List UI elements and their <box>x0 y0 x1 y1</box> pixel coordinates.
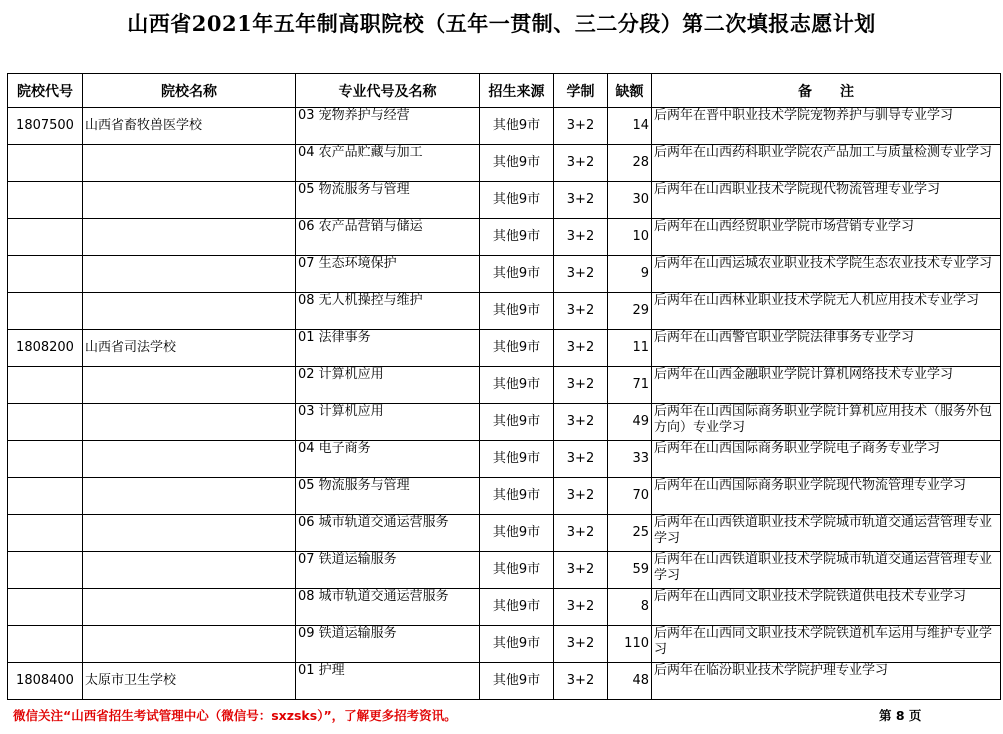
major-cell: 01 法律事务 <box>296 330 480 367</box>
source-cell: 其他9市 <box>480 552 554 589</box>
source-cell: 其他9市 <box>480 256 554 293</box>
source-cell: 其他9市 <box>480 404 554 441</box>
note-cell: 后两年在山西职业技术学院现代物流管理专业学习 <box>652 182 1001 219</box>
source-cell: 其他9市 <box>480 441 554 478</box>
school-name-cell <box>83 404 296 441</box>
system-cell: 3+2 <box>554 367 608 404</box>
system-cell: 3+2 <box>554 330 608 367</box>
major-cell: 01 护理 <box>296 663 480 700</box>
school-name-cell <box>83 145 296 182</box>
school-name-cell <box>83 478 296 515</box>
table-row <box>8 589 1001 626</box>
quota-cell: 59 <box>608 552 652 589</box>
school-name-cell: 山西省畜牧兽医学校 <box>83 108 296 145</box>
note-cell: 后两年在山西铁道职业技术学院城市轨道交通运营管理专业学习 <box>652 552 1001 589</box>
major-cell: 04 农产品贮藏与加工 <box>296 145 480 182</box>
table-row <box>8 404 1001 441</box>
note-cell: 后两年在山西金融职业学院计算机网络技术专业学习 <box>652 367 1001 404</box>
quota-cell: 29 <box>608 293 652 330</box>
table-row <box>8 441 1001 478</box>
major-cell: 09 铁道运输服务 <box>296 626 480 663</box>
school-name-cell <box>83 293 296 330</box>
source-cell: 其他9市 <box>480 367 554 404</box>
wechat-notice: 微信关注“山西省招生考试管理中心（微信号：sxzsks）”，了解更多招考资讯。 <box>13 708 457 723</box>
table-row <box>8 182 1001 219</box>
source-cell: 其他9市 <box>480 182 554 219</box>
quota-cell: 9 <box>608 256 652 293</box>
school-code-cell: 1808200 <box>8 330 83 367</box>
note-cell: 后两年在山西铁道职业技术学院城市轨道交通运营管理专业学习 <box>652 515 1001 552</box>
note-cell: 后两年在山西经贸职业学院市场营销专业学习 <box>652 219 1001 256</box>
table-row <box>8 108 1001 145</box>
quota-cell: 25 <box>608 515 652 552</box>
source-cell: 其他9市 <box>480 219 554 256</box>
table-row <box>8 293 1001 330</box>
quota-cell: 48 <box>608 663 652 700</box>
source-cell: 其他9市 <box>480 626 554 663</box>
school-code-cell <box>8 256 83 293</box>
note-cell: 后两年在山西同文职业技术学院铁道机车运用与维护专业学习 <box>652 626 1001 663</box>
table-row <box>8 552 1001 589</box>
major-cell: 08 无人机操控与维护 <box>296 293 480 330</box>
source-cell: 其他9市 <box>480 515 554 552</box>
quota-cell: 11 <box>608 330 652 367</box>
source-cell: 其他9市 <box>480 478 554 515</box>
school-code-cell <box>8 219 83 256</box>
school-code-cell <box>8 367 83 404</box>
major-cell: 05 物流服务与管理 <box>296 182 480 219</box>
school-code-cell <box>8 441 83 478</box>
header-school-name: 院校名称 <box>83 74 296 108</box>
source-cell: 其他9市 <box>480 589 554 626</box>
system-cell: 3+2 <box>554 145 608 182</box>
major-cell: 04 电子商务 <box>296 441 480 478</box>
system-cell: 3+2 <box>554 108 608 145</box>
major-cell: 02 计算机应用 <box>296 367 480 404</box>
note-cell: 后两年在山西警官职业学院法律事务专业学习 <box>652 330 1001 367</box>
system-cell: 3+2 <box>554 663 608 700</box>
system-cell: 3+2 <box>554 182 608 219</box>
school-name-cell: 太原市卫生学校 <box>83 663 296 700</box>
header-source: 招生来源 <box>480 74 554 108</box>
quota-cell: 28 <box>608 145 652 182</box>
major-cell: 06 城市轨道交通运营服务 <box>296 515 480 552</box>
page-number: 第 8 页 <box>879 708 922 723</box>
source-cell: 其他9市 <box>480 330 554 367</box>
school-name-cell <box>83 515 296 552</box>
table-row <box>8 367 1001 404</box>
major-cell: 07 生态环境保护 <box>296 256 480 293</box>
header-major: 专业代号及名称 <box>296 74 480 108</box>
system-cell: 3+2 <box>554 626 608 663</box>
major-cell: 08 城市轨道交通运营服务 <box>296 589 480 626</box>
school-name-cell <box>83 552 296 589</box>
system-cell: 3+2 <box>554 256 608 293</box>
quota-cell: 110 <box>608 626 652 663</box>
school-code-cell <box>8 145 83 182</box>
school-code-cell <box>8 404 83 441</box>
major-cell: 03 宠物养护与经营 <box>296 108 480 145</box>
system-cell: 3+2 <box>554 515 608 552</box>
table-row <box>8 478 1001 515</box>
source-cell: 其他9市 <box>480 293 554 330</box>
system-cell: 3+2 <box>554 404 608 441</box>
major-cell: 05 物流服务与管理 <box>296 478 480 515</box>
quota-cell: 10 <box>608 219 652 256</box>
enrollment-plan-table <box>7 73 1001 700</box>
header-system: 学制 <box>554 74 608 108</box>
school-code-cell <box>8 552 83 589</box>
school-name-cell <box>83 182 296 219</box>
system-cell: 3+2 <box>554 219 608 256</box>
quota-cell: 33 <box>608 441 652 478</box>
school-name-cell <box>83 219 296 256</box>
table-row <box>8 330 1001 367</box>
school-code-cell <box>8 293 83 330</box>
note-cell: 后两年在临汾职业技术学院护理专业学习 <box>652 663 1001 700</box>
quota-cell: 30 <box>608 182 652 219</box>
quota-cell: 14 <box>608 108 652 145</box>
school-code-cell <box>8 182 83 219</box>
school-code-cell: 1807500 <box>8 108 83 145</box>
system-cell: 3+2 <box>554 478 608 515</box>
school-code-cell: 1808400 <box>8 663 83 700</box>
system-cell: 3+2 <box>554 293 608 330</box>
school-code-cell <box>8 515 83 552</box>
system-cell: 3+2 <box>554 552 608 589</box>
table-row <box>8 626 1001 663</box>
school-code-cell <box>8 626 83 663</box>
table-row <box>8 663 1001 700</box>
note-cell: 后两年在山西林业职业技术学院无人机应用技术专业学习 <box>652 293 1001 330</box>
system-cell: 3+2 <box>554 589 608 626</box>
note-cell: 后两年在山西国际商务职业学院计算机应用技术（服务外包方向）专业学习 <box>652 404 1001 441</box>
quota-cell: 71 <box>608 367 652 404</box>
school-code-cell <box>8 478 83 515</box>
table-row <box>8 219 1001 256</box>
school-name-cell <box>83 256 296 293</box>
school-name-cell <box>83 441 296 478</box>
quota-cell: 49 <box>608 404 652 441</box>
source-cell: 其他9市 <box>480 108 554 145</box>
table-row <box>8 515 1001 552</box>
source-cell: 其他9市 <box>480 663 554 700</box>
quota-cell: 8 <box>608 589 652 626</box>
source-cell: 其他9市 <box>480 145 554 182</box>
major-cell: 03 计算机应用 <box>296 404 480 441</box>
table-row <box>8 145 1001 182</box>
header-note: 备 注 <box>652 74 1001 108</box>
table-row <box>8 256 1001 293</box>
school-name-cell: 山西省司法学校 <box>83 330 296 367</box>
note-cell: 后两年在山西运城农业职业技术学院生态农业技术专业学习 <box>652 256 1001 293</box>
table-header-row <box>8 74 1001 108</box>
header-school-code: 院校代号 <box>8 74 83 108</box>
school-code-cell <box>8 589 83 626</box>
note-cell: 后两年在晋中职业技术学院宠物养护与驯导专业学习 <box>652 108 1001 145</box>
school-name-cell <box>83 626 296 663</box>
note-cell: 后两年在山西国际商务职业学院现代物流管理专业学习 <box>652 478 1001 515</box>
page-title: 山西省2021年五年制高职院校（五年一贯制、三二分段）第二次填报志愿计划 <box>127 11 876 36</box>
school-name-cell <box>83 367 296 404</box>
system-cell: 3+2 <box>554 441 608 478</box>
note-cell: 后两年在山西同文职业技术学院铁道供电技术专业学习 <box>652 589 1001 626</box>
major-cell: 06 农产品营销与储运 <box>296 219 480 256</box>
school-name-cell <box>83 589 296 626</box>
note-cell: 后两年在山西国际商务职业学院电子商务专业学习 <box>652 441 1001 478</box>
header-quota: 缺额 <box>608 74 652 108</box>
note-cell: 后两年在山西药科职业学院农产品加工与质量检测专业学习 <box>652 145 1001 182</box>
quota-cell: 70 <box>608 478 652 515</box>
major-cell: 07 铁道运输服务 <box>296 552 480 589</box>
